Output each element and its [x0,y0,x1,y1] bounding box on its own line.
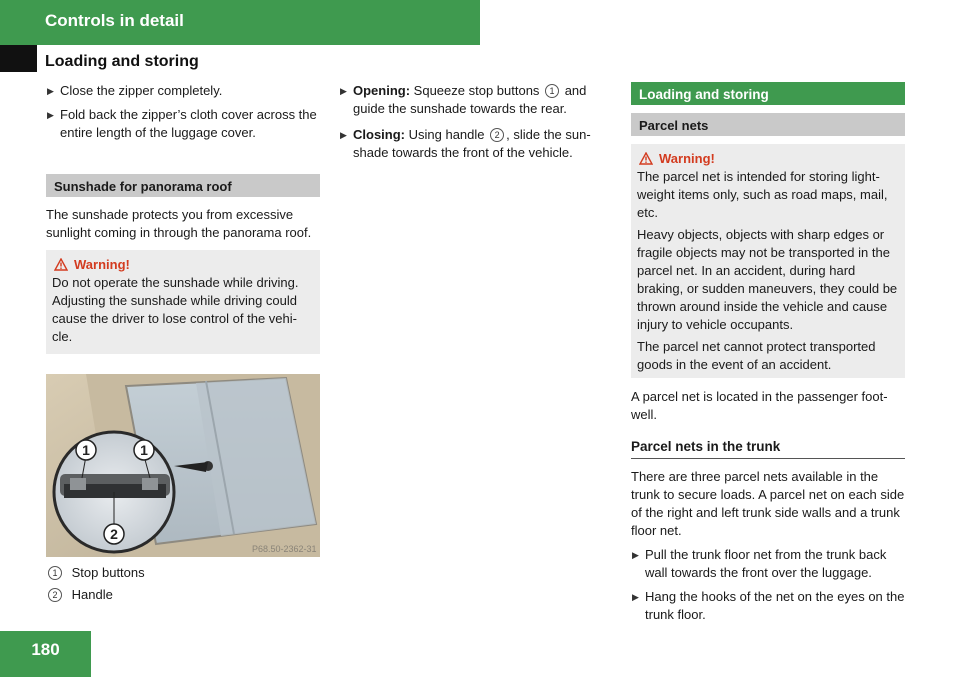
sunshade-photo [46,374,320,557]
legend-row [46,564,320,582]
arrow-icon: ▶ [340,86,347,96]
legend-number: 2 [48,588,62,602]
bullet-text: Squeeze stop buttons [413,83,540,98]
warning-text: Do not operate the sunshade while driving. Adjusting the sunshade while driving could cause the driver to lose control of the vehi-cle. [52,275,299,344]
instruction-bullet [46,106,320,142]
bullet-keyword: Opening: [353,83,411,98]
section-heading: Sunshade for panorama roof [46,174,320,197]
callout-label: 1 [82,442,90,458]
bullet-text: Using handle [408,127,485,142]
section-subtitle: Loading and storing [45,53,199,70]
bullet-text: and guide the sunshade towards the rear. [353,83,587,116]
bullet-text: , slide the sun-shade towards the front of the vehicle. [353,127,591,160]
warning-paragraph: The parcel net is intended for storing light-weight items only, such as road maps, mail, etc. [637,169,888,220]
warning-label: Warning! [659,151,715,166]
bullet-text: Close the zipper completely. [60,83,223,98]
column-right [631,82,905,630]
sunshade-section [46,174,320,354]
warning-box [631,144,905,378]
warning-label: Warning! [74,257,130,272]
warning-triangle-icon [639,152,653,165]
reference-number: 2 [490,128,504,142]
bullet-text: Fold back the zipper’s cloth cover across the entire length of the luggage cover. [60,107,317,140]
legend-number: 1 [48,566,62,580]
note-text: A parcel net is located in the passenger foot-well. [631,389,888,422]
figure-code: P68.50-2362-31 [252,544,317,554]
instruction-bullet [631,588,905,624]
instruction-bullet [46,82,320,100]
arrow-icon: ▶ [47,86,54,96]
warning-heading [639,150,899,168]
figure-legend [46,564,320,608]
warning-paragraph: Heavy objects, objects with sharp edges or fragile objects may not be transported in the parcel net. In an accident, during hard braking, or sudden maneuvers, they could be thrown around inside the vehicle and cause injury to vehicle occupants. [637,227,898,332]
chapter-title: Controls in detail [45,11,184,30]
trunk-text: There are three parcel nets available in the trunk to secure loads. A parcel net on each side of the right and left trunk side walls and a trunk floor net. [631,469,905,538]
warning-heading [54,256,314,274]
bullet-keyword: Closing: [353,127,405,142]
section-intro: The sunshade protects you from excessive sunlight coming in through the panorama roof. [46,207,312,240]
arrow-icon: ▶ [632,550,639,560]
column-left [46,82,320,148]
trunk-heading: Parcel nets in the trunk [631,438,905,459]
instruction-bullet [631,546,905,582]
bullet-text: Pull the trunk floor net from the trunk back wall towards the front over the luggage. [645,547,887,580]
instruction-bullet [339,82,607,118]
legend-label: Stop buttons [71,565,145,580]
column-middle [339,82,607,168]
arrow-icon: ▶ [340,130,347,140]
warning-box [46,250,320,354]
callout-label: 1 [140,442,148,458]
warning-triangle-icon [54,258,68,271]
legend-row [46,586,320,604]
arrow-icon: ▶ [632,592,639,602]
arrow-icon: ▶ [47,110,54,120]
reference-number: 1 [545,84,559,98]
warning-paragraph: The parcel net cannot protect transported goods in the event of an accident. [637,339,876,372]
bullet-text: Hang the hooks of the net on the eyes on the trunk floor. [645,589,905,622]
legend-label: Handle [71,587,113,602]
sunshade-illustration [46,374,320,557]
header-marker [0,45,37,72]
subsection-heading: Parcel nets [631,113,905,136]
callout-label: 2 [110,526,118,542]
section-heading: Loading and storing [631,82,905,105]
page-number: 180 [31,640,60,659]
instruction-bullet [339,126,607,162]
